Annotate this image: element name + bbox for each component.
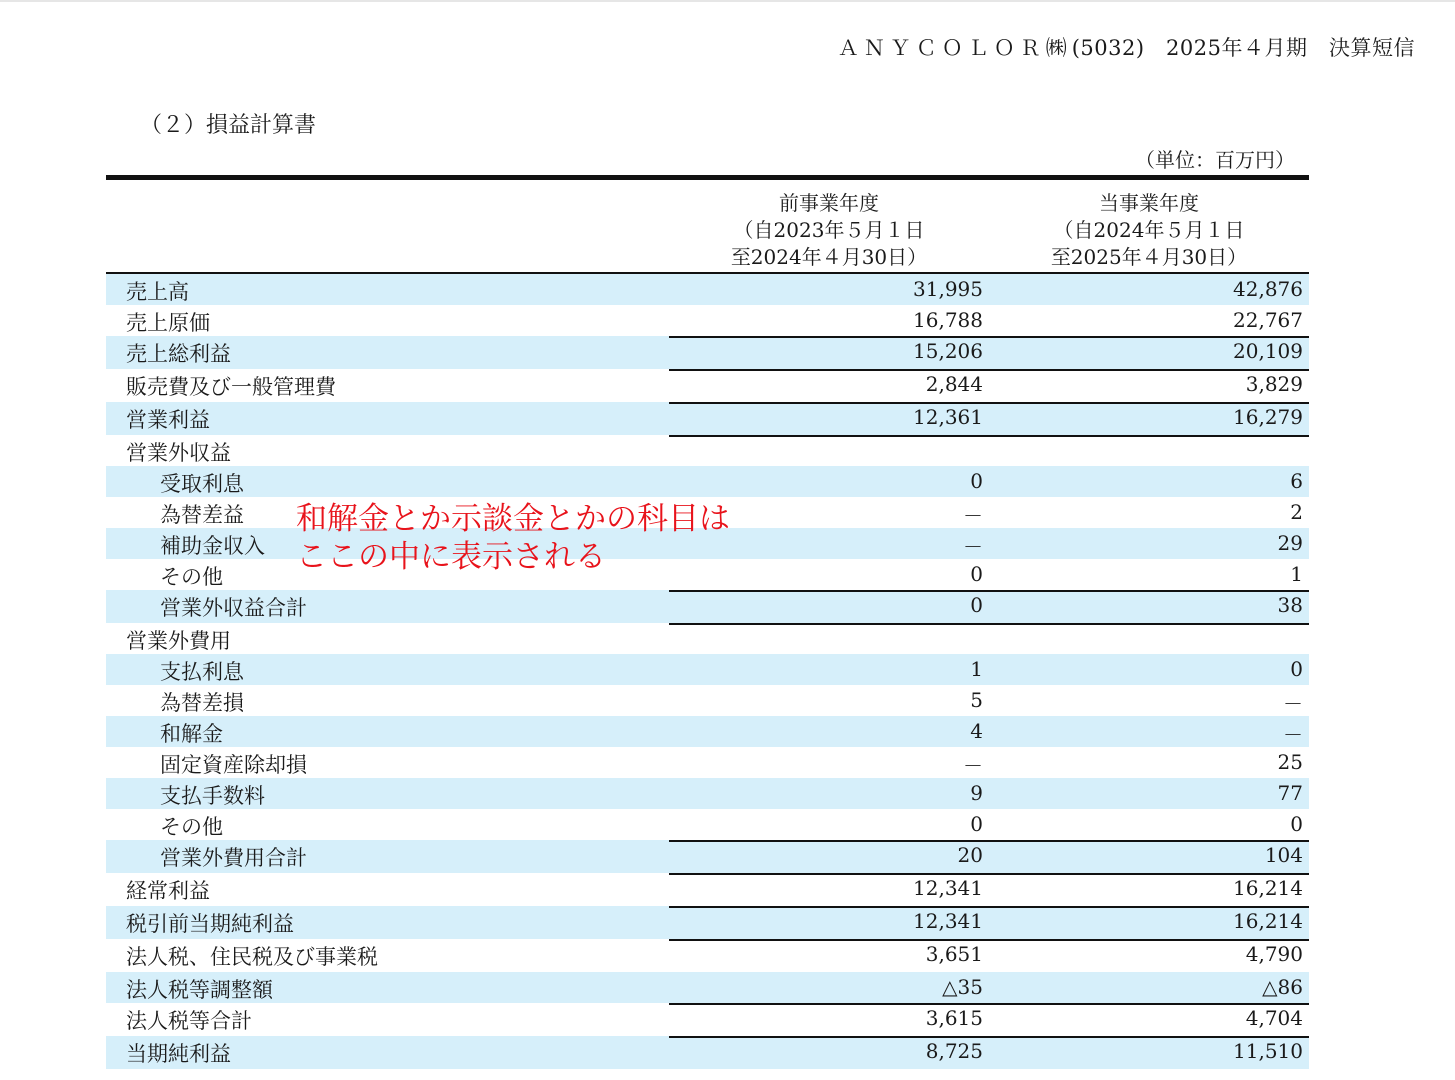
curr-value: 1 [1290, 562, 1303, 586]
table-row [106, 466, 1309, 497]
curr-value: 42,876 [1233, 277, 1303, 301]
row-label: 和解金 [160, 722, 223, 746]
row-label: 税引前当期純利益 [126, 912, 294, 936]
table-row [106, 906, 1309, 939]
curr-value: 104 [1264, 843, 1303, 867]
curr-value: 38 [1277, 593, 1303, 617]
table-row [106, 369, 1309, 402]
prev-value: 0 [970, 812, 983, 836]
row-label: 売上総利益 [126, 342, 231, 366]
prev-value: 5 [970, 688, 983, 712]
income-statement-table [106, 175, 1309, 1069]
row-label: 為替差損 [160, 691, 244, 715]
top-border [0, 0, 1455, 2]
row-label: 支払利息 [160, 660, 244, 684]
section-title: （２）損益計算書 [140, 113, 317, 138]
prev-value: 12,341 [913, 909, 983, 933]
curr-year-title: 当事業年度 [1099, 191, 1199, 215]
row-label: 営業外費用 [126, 629, 231, 653]
prev-value: 0 [970, 593, 983, 617]
curr-value: 0 [1290, 812, 1303, 836]
curr-year-from: （自2024年５月１日 [1053, 218, 1245, 242]
curr-value: 16,279 [1233, 405, 1303, 429]
prev-value: － [963, 535, 983, 559]
table-row [106, 336, 1309, 369]
row-label: その他 [160, 565, 223, 589]
row-label: 法人税等調整額 [126, 978, 273, 1002]
row-label: 固定資産除却損 [160, 753, 307, 777]
table-row [106, 809, 1309, 840]
prev-value: 3,651 [925, 942, 983, 966]
prev-value: 9 [970, 781, 983, 805]
prev-value: 15,206 [913, 339, 983, 363]
table-row [106, 274, 1309, 305]
table-row [106, 778, 1309, 809]
curr-value: 16,214 [1233, 909, 1303, 933]
prev-year-header [669, 190, 989, 271]
annotation-note [296, 500, 730, 576]
curr-value: 4,704 [1245, 1006, 1303, 1030]
curr-value: △86 [1262, 975, 1303, 999]
prev-value: 0 [970, 469, 983, 493]
row-label: その他 [160, 815, 223, 839]
annotation-line-2: ここの中に表示される [296, 539, 606, 575]
prev-year-from: （自2023年５月１日 [733, 218, 925, 242]
prev-value: 2,844 [925, 372, 983, 396]
curr-value: 2 [1290, 500, 1303, 524]
row-label: 営業外費用合計 [160, 846, 307, 870]
prev-value: 0 [970, 562, 983, 586]
table-row [106, 747, 1309, 778]
row-label: 営業外収益 [126, 441, 231, 465]
table-row [106, 972, 1309, 1003]
company-name: ＡＮＹＣＯＬＯＲ㈱ [837, 36, 1072, 60]
prev-value: － [963, 504, 983, 528]
prev-value: 20 [957, 843, 983, 867]
row-label: 売上高 [126, 280, 189, 304]
prev-value: 31,995 [913, 277, 983, 301]
curr-value: 0 [1290, 657, 1303, 681]
table-row [106, 623, 1309, 654]
row-label: 営業利益 [126, 408, 210, 432]
prev-value: 1 [970, 657, 983, 681]
prev-value: 16,788 [913, 308, 983, 332]
code-period: (5032) 2025年４月期 決算短信 [1071, 36, 1415, 60]
row-label: 受取利息 [160, 472, 244, 496]
table-row [106, 590, 1309, 623]
curr-value: 16,214 [1233, 876, 1303, 900]
prev-year-title: 前事業年度 [779, 191, 879, 215]
row-label: 営業外収益合計 [160, 596, 307, 620]
prev-value: 12,341 [913, 876, 983, 900]
curr-value: 3,829 [1245, 372, 1303, 396]
curr-value: 4,790 [1245, 942, 1303, 966]
curr-value: 22,767 [1233, 308, 1303, 332]
table-row [106, 685, 1309, 716]
document-header [838, 32, 1415, 62]
row-label: 為替差益 [160, 503, 244, 527]
table-row [106, 402, 1309, 435]
row-label: 販売費及び一般管理費 [126, 375, 336, 399]
table-row [106, 840, 1309, 873]
table-row [106, 939, 1309, 972]
table-body [106, 274, 1309, 1069]
prev-value: 8,725 [925, 1039, 983, 1063]
curr-value: － [1283, 723, 1303, 747]
table-row [106, 654, 1309, 685]
unit-label: （単位：百万円） [1135, 148, 1295, 172]
row-label: 当期純利益 [126, 1042, 231, 1066]
table-row [106, 305, 1309, 336]
table-row [106, 1003, 1309, 1036]
curr-value: 77 [1277, 781, 1303, 805]
prev-year-to: 至2024年４月30日） [730, 245, 928, 269]
column-headers [106, 180, 1309, 274]
table-row [106, 873, 1309, 906]
prev-value: 12,361 [913, 405, 983, 429]
curr-year-to: 至2025年４月30日） [1050, 245, 1248, 269]
curr-value: 20,109 [1233, 339, 1303, 363]
prev-value: 4 [970, 719, 983, 743]
curr-value: 29 [1277, 531, 1303, 555]
annotation-line-1: 和解金とか示談金とかの科目は [296, 501, 730, 537]
row-label: 売上原価 [126, 311, 210, 335]
curr-value: 6 [1290, 469, 1303, 493]
curr-value: － [1283, 692, 1303, 716]
curr-year-header [989, 190, 1309, 271]
row-label: 支払手数料 [160, 784, 265, 808]
prev-value: 3,615 [925, 1006, 983, 1030]
row-label: 補助金収入 [160, 534, 265, 558]
prev-value: △35 [942, 975, 983, 999]
table-row [106, 1036, 1309, 1069]
prev-value: － [963, 754, 983, 778]
curr-value: 11,510 [1233, 1039, 1303, 1063]
row-label: 経常利益 [126, 879, 210, 903]
table-row [106, 716, 1309, 747]
curr-value: 25 [1277, 750, 1303, 774]
table-row [106, 435, 1309, 466]
row-label: 法人税等合計 [126, 1009, 252, 1033]
row-label: 法人税、住民税及び事業税 [126, 945, 378, 969]
